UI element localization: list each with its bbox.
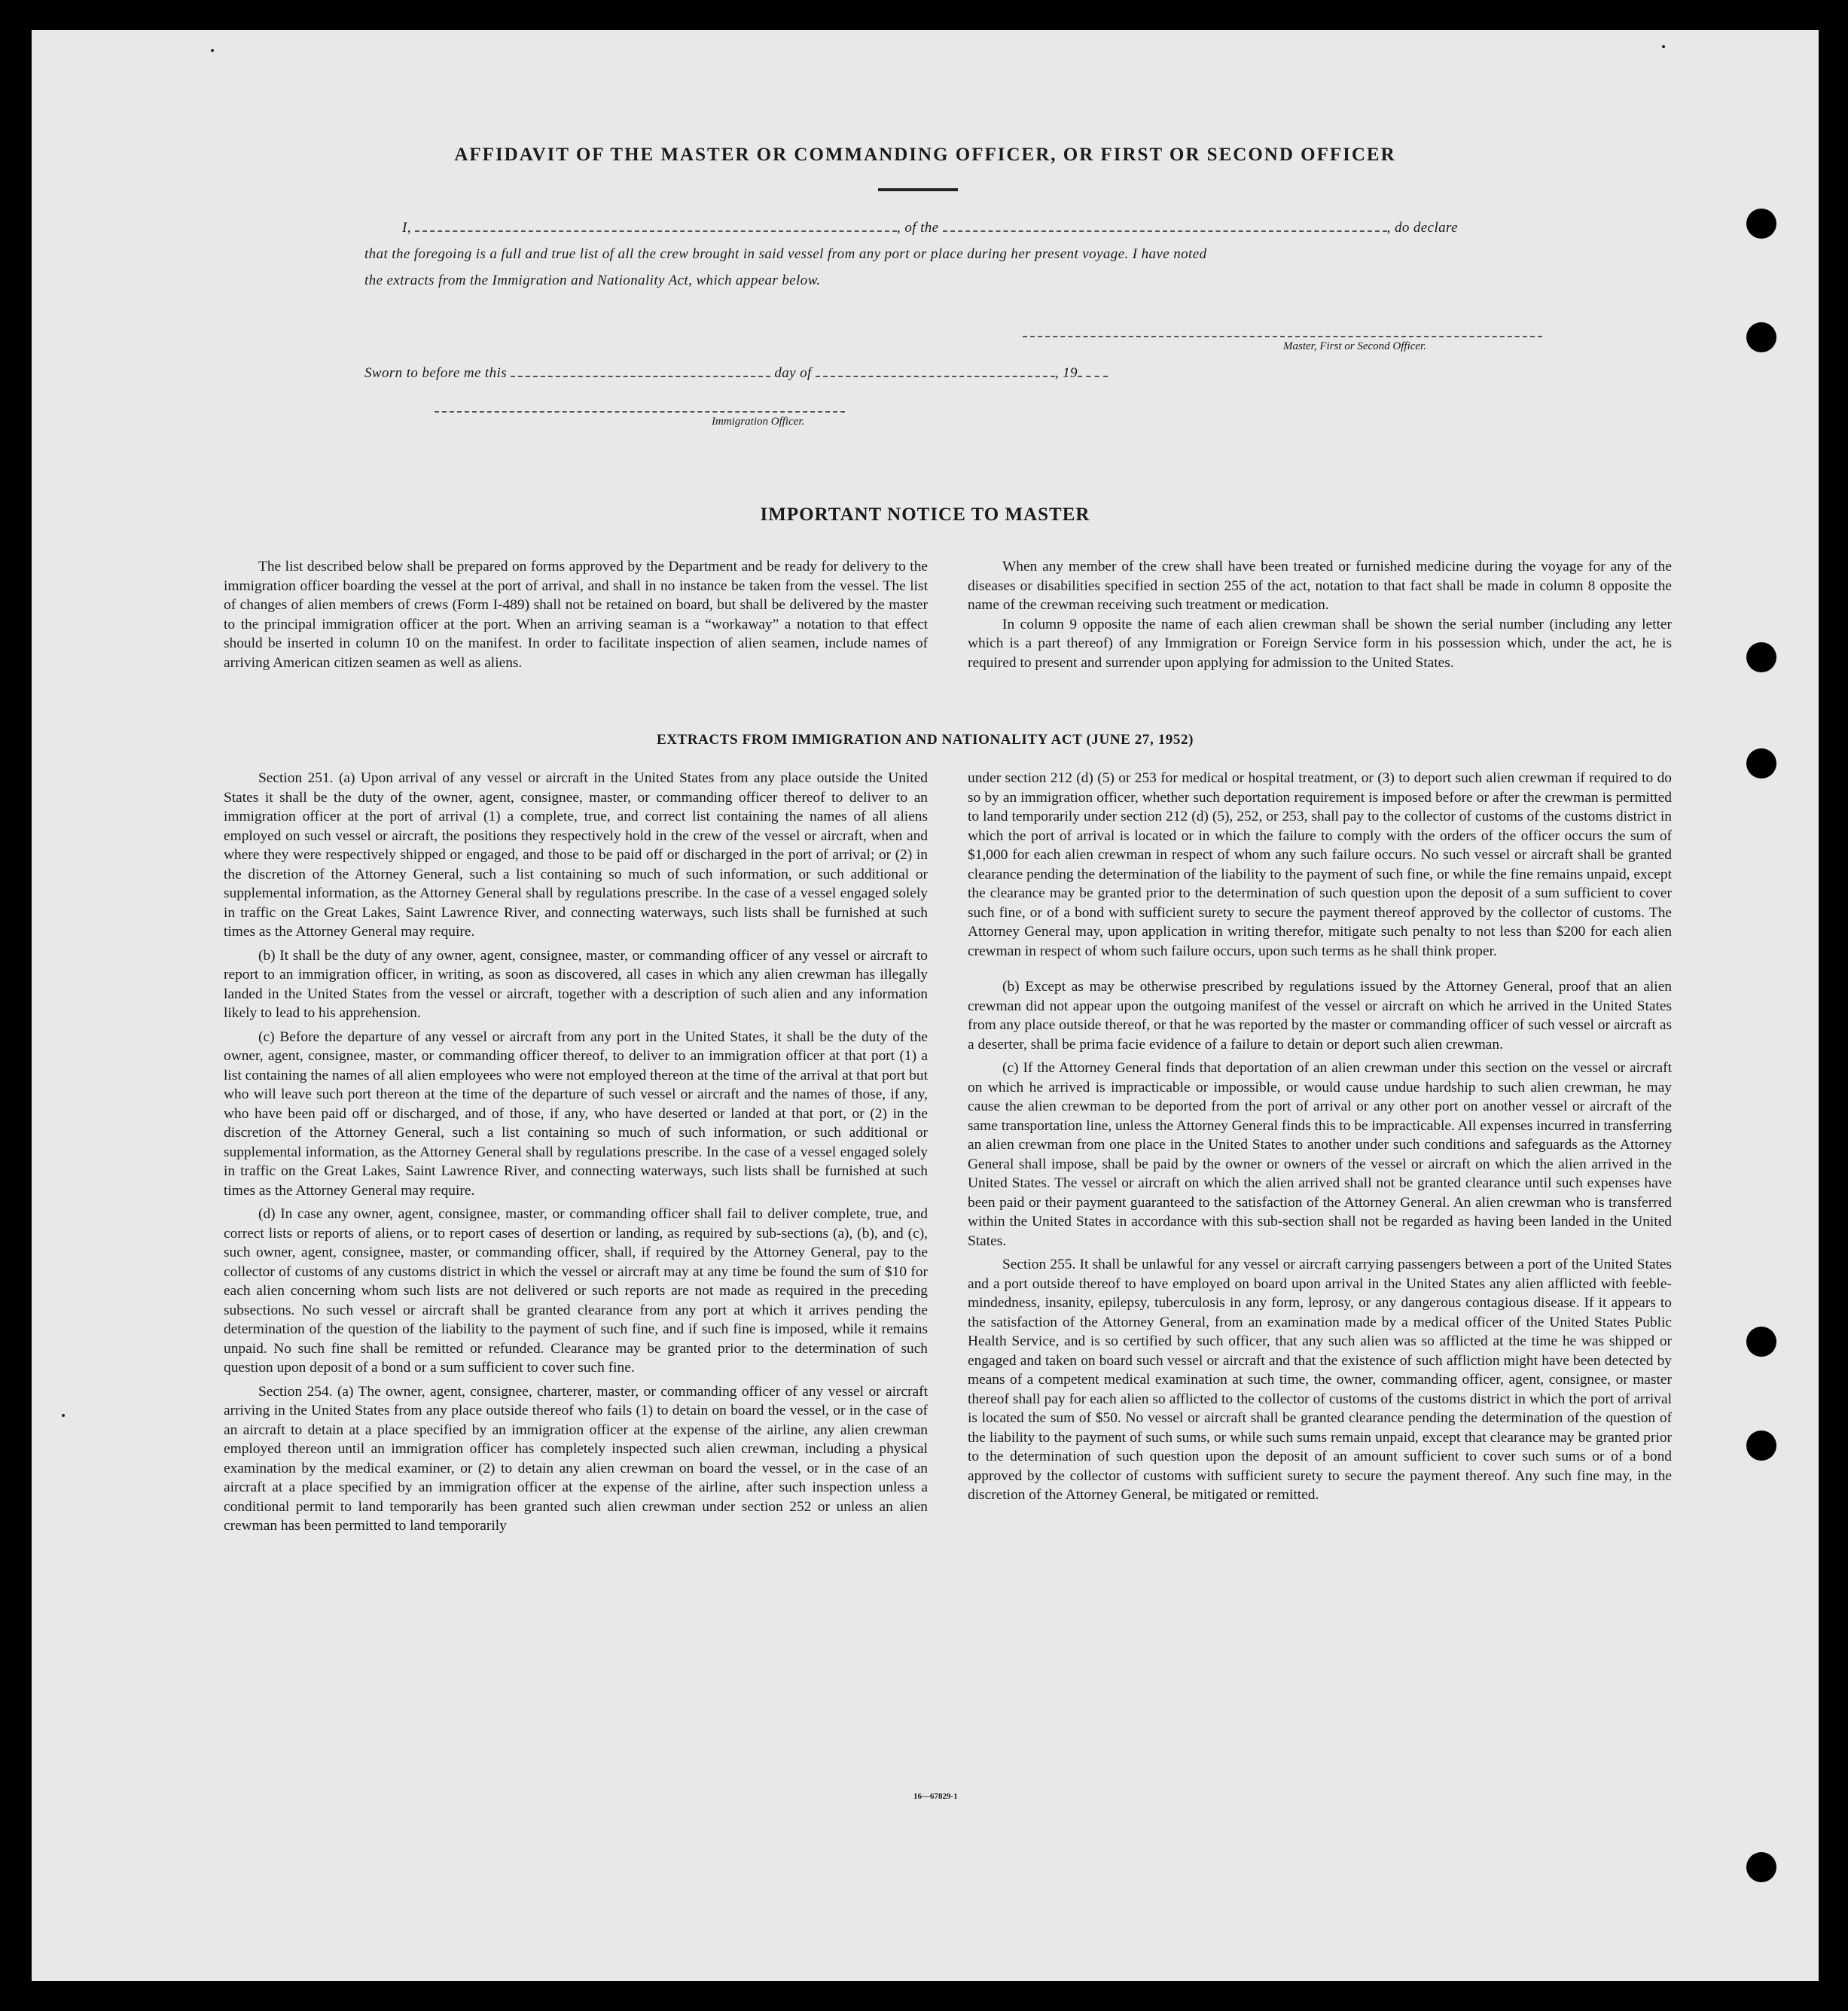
binder-hole (1746, 1431, 1776, 1461)
notice-paragraph: The list described below shall be prepared on forms approved by the Department and be ready for delivery to the immigration officer boarding the vessel at the port of arrival, and shall in no instance be taken from the vessel. The list of changes of alien members of crews (Form I-489) shall not be retained on board, but shall be delivered by the master to the principal immigration officer at the port. When an arriving seaman is a “workaway” a notation to that effect should be inserted in column 10 on the manifest. In order to facilitate inspection of alien seamen, include names of arriving American citizen seamen as well as aliens. (224, 559, 928, 671)
master-signature-line[interactable] (1023, 336, 1542, 337)
immigration-officer-caption: Immigration Officer. (712, 416, 805, 428)
extracts-left-column (224, 769, 928, 1540)
sworn-month-field[interactable] (816, 364, 1055, 377)
binder-hole (1746, 209, 1776, 239)
notice-paragraph: When any member of the crew shall have been treated or furnished medicine during the voyage for any of the diseases or disabilities specified in section 255 of the act, notation to that fact shall be made in column 8 opposite the name of the crewman receiving such treatment or medication. (968, 559, 1672, 613)
sworn-label: Sworn to before me this (364, 365, 507, 381)
section-paragraph: under section 212 (d) (5) or 253 for medical or hospital treatment, or (3) to deport such alien crewman if required to do so by an immigration officer, whether such deportation requirement is imposed before or after the crewman is permitted to land temporarily under section 212 (d) (5), 252, or 253, shall pay to the collector of customs of the customs district in which the port of arrival is located or in which the failure to comply with the orders of the officer occurs the sum of $1,000 for each alien crewman in respect of whom any such failure occurs. No such vessel or aircraft shall be granted clearance pending the determination of the liability to the payment of such fine, or while the fine remains unpaid, except the clearance may be granted prior to the determination of such question upon the deposit of a sum sufficient to cover such fine, or of a bond with sufficient surety to secure the payment thereof approved by the collector of customs. The Attorney General may, upon application in writing therefor, mitigate such penalty to not less than $200 for each alien crewman in respect of whom such failure occurs, upon such terms as he shall think proper. (968, 770, 1672, 959)
extracts-title: EXTRACTS FROM IMMIGRATION AND NATIONALITY ACT (JUNE 27, 1952) (656, 732, 1194, 748)
day-of-label: day of (774, 365, 812, 381)
immigration-officer-signature-line[interactable] (435, 411, 845, 413)
declaration-text-line: the extracts from the Immigration and Nationality Act, which appear below. (364, 273, 821, 288)
affidavit-title: AFFIDAVIT OF THE MASTER OR COMMANDING OFFICER, OR FIRST OR SECOND OFFICER (454, 145, 1396, 165)
year-label: , 19 (1054, 365, 1078, 381)
scan-speck (211, 49, 214, 52)
extracts-right-column (968, 769, 1672, 1510)
binder-hole (1746, 748, 1776, 779)
notice-right-column (968, 557, 1672, 677)
notice-left-column (224, 557, 928, 677)
sworn-day-field[interactable] (511, 364, 770, 377)
i-label: I, (402, 220, 411, 236)
notice-paragraph: In column 9 opposite the name of each alien crewman shall be shown the serial number (including any letter which is a part thereof) of any Immigration or Foreign Service form in his possession which, under the act, he is required to present and surrender upon applying for admission to the United States. (968, 616, 1672, 671)
scan-speck (62, 1414, 65, 1417)
master-signature-caption: Master, First or Second Officer. (1283, 340, 1426, 352)
scan-speck (1662, 45, 1665, 48)
section-paragraph: (b) It shall be the duty of any owner, agent, consignee, master, or commanding officer of any vessel or aircraft to report to an immigration officer, in writing, as soon as discovered, all cases in which any alien crewman has illegally landed in the United States from the vessel or aircraft, together with a description of such alien and any information likely to lead to his apprehension. (224, 947, 928, 1021)
declaration-text-line: that the foregoing is a full and true list of all the crew brought in said vessel from any port or place during her present voyage. I have noted (364, 246, 1207, 262)
document-page (32, 30, 1819, 1981)
notice-title: IMPORTANT NOTICE TO MASTER (760, 504, 1090, 525)
declarant-name-field[interactable] (415, 218, 897, 232)
section-paragraph: (b) Except as may be otherwise prescribed by regulations issued by the Attorney General, proof that an alien crewman did not appear upon the outgoing manifest of the vessel or aircraft on which he arrived in the United States from any place outside thereof, or that he was reported by the master or commanding officer of such vessel or aircraft as a deserter, shall be prima facie evidence of a failure to detain or deport such alien crewman. (968, 979, 1672, 1053)
of-the-label: , of the (897, 220, 939, 236)
declaration-line (402, 218, 1458, 236)
binder-hole (1746, 1327, 1776, 1357)
section-paragraph: (c) If the Attorney General finds that deportation of an alien crewman under this section on the vessel or aircraft on which he arrived is impracticable or impossible, or would cause undue hardship to such alien crewman, he may cause the alien crewman to be deported from the port of arrival or any other port on another vessel or aircraft of the same transportation line, unless the Attorney General finds this to be impracticable. All expenses incurred in transferring an alien crewman from one place in the United States to another under such conditions and safeguards as the Attorney General shall impose, shall be paid by the owner or owners of the vessel or aircraft on which the alien arrived in the United States. The vessel or aircraft on which the alien arrived shall not be granted clearance until such expenses have been paid or their payment guaranteed to the satisfaction of the Attorney General. An alien crewman who is transferred within the United States in accordance with this sub-section shall not be regarded as having been landed in the United States. (968, 1060, 1672, 1249)
section-paragraph: Section 251. (a) Upon arrival of any vessel or aircraft in the United States from any place outside the United States it shall be the duty of the owner, agent, consignee, master, or commanding officer thereof to deliver to an immigration officer at the port of arrival (1) a complete, true, and correct list containing the names of all aliens employed on such vessel or aircraft, the positions they respectively hold in the crew of the vessel or aircraft, when and where they were respectively shipped or engaged, and those to be paid off or discharged in the port of arrival; or (2) in the discretion of the Attorney General, such a list containing so much of such information, or such additional or supplemental information, as the Attorney General shall by regulations prescribe. In the case of a vessel engaged solely in traffic on the Great Lakes, Saint Lawrence River, and connecting waterways, such lists shall be furnished at such times as the Attorney General may require. (224, 770, 928, 940)
section-paragraph: (d) In case any owner, agent, consignee, master, or commanding officer shall fail to deliver complete, true, and correct lists or reports of aliens, or to report cases of desertion or landing, as required by sub-sections (a), (b), and (c), such owner, agent, consignee, master, or commanding officer, shall, if required by the Attorney General, pay to the collector of customs of any customs district in which the vessel or aircraft may at any time be found the sum of $10 for each alien concerning whom such lists are not delivered or such reports are not made as required in the preceding subsections. No such vessel or aircraft shall be granted clearance from any port at which it arrives pending the determination of the question of the liability to the payment of such fine, and if such fine is imposed, while it remains unpaid. No such fine shall be remitted or refunded. Clearance may be granted prior to the determination of such question upon deposit of a bond or a sum sufficient to cover such fine. (224, 1206, 928, 1376)
binder-hole (1746, 1852, 1776, 1882)
title-rule (878, 188, 958, 191)
section-paragraph: Section 254. (a) The owner, agent, consignee, charterer, master, or commanding officer of any vessel or aircraft arriving in the United States from any place outside thereof who fails (1) to detain on board the vessel, or in the case of an aircraft to detain at a place specified by an immigration officer at the expense of the airline, any alien crewman employed thereon until an immigration officer has completely inspected such alien crewman, including a physical examination by the medical examiner, or (2) to detain any alien crewman on board the vessel, or in the case of an aircraft at a place specified by an immigration officer at the expense of the airline, after such inspection unless a conditional permit to land temporarily has been granted such alien crewman under section 252 or unless an alien crewman has been permitted to land temporarily (224, 1383, 928, 1534)
binder-hole (1746, 322, 1776, 352)
section-paragraph: Section 255. It shall be unlawful for any vessel or aircraft carrying passengers between a port of the United States and a port outside thereof to have employed on board upon arrival in the United States any alien afflicted with feeble-mindedness, insanity, epilepsy, tuberculosis in any form, leprosy, or any dangerous contagious disease. If it appears to the satisfaction of the Attorney General, from an examination made by a medical officer of the United States Public Health Service, and is so certified by such officer, that any such alien was so afflicted at the time he was shipped or engaged and taken on board such vessel or aircraft and that the existence of such affliction might have been detected by means of a competent medical examination at such time, the owner, commanding officer, agent, consignee, or master thereof shall pay for each alien so afflicted to the collector of customs of the customs district in which the port of arrival is located the sum of $50. No vessel or aircraft shall be granted clearance pending the determination of the question of the liability to the payment of such sums, or while such sums remain unpaid, except that clearance may be granted prior to the determination of such question upon the deposit of an amount sufficient to cover such sums or of a bond approved by the collector of customs with sufficient surety to secure the payment thereof. Any such fine may, in the discretion of the Attorney General, be mitigated or remitted. (968, 1257, 1672, 1503)
form-code: 16—67829-1 (913, 1792, 958, 1801)
section-paragraph: (c) Before the departure of any vessel or aircraft from any port in the United States, it shall be the duty of the owner, agent, consignee, master, or commanding officer thereof, to deliver to an immigration officer at that port (1) a list containing the names of all alien employees who were not employed thereon at the time of the arrival at that port but who will leave such port thereon at the time of the departure of such vessel or aircraft and the names of those, if any, who have been paid off or discharged, and of those, if any, who have deserted or landed at that port, or (2) in the discretion of the Attorney General, such a list containing so much of such information, or such additional or supplemental information, as the Attorney General shall by regulations prescribe. In the case of a vessel engaged solely in traffic on the Great Lakes, Saint Lawrence River, and connecting waterways, such lists shall be furnished at such times as the Attorney General may require. (224, 1028, 928, 1199)
sworn-line (364, 364, 1108, 382)
sworn-year-field[interactable] (1078, 364, 1108, 377)
binder-hole (1746, 642, 1776, 672)
do-declare-label: , do declare (1386, 220, 1458, 236)
vessel-name-field[interactable] (943, 218, 1387, 232)
